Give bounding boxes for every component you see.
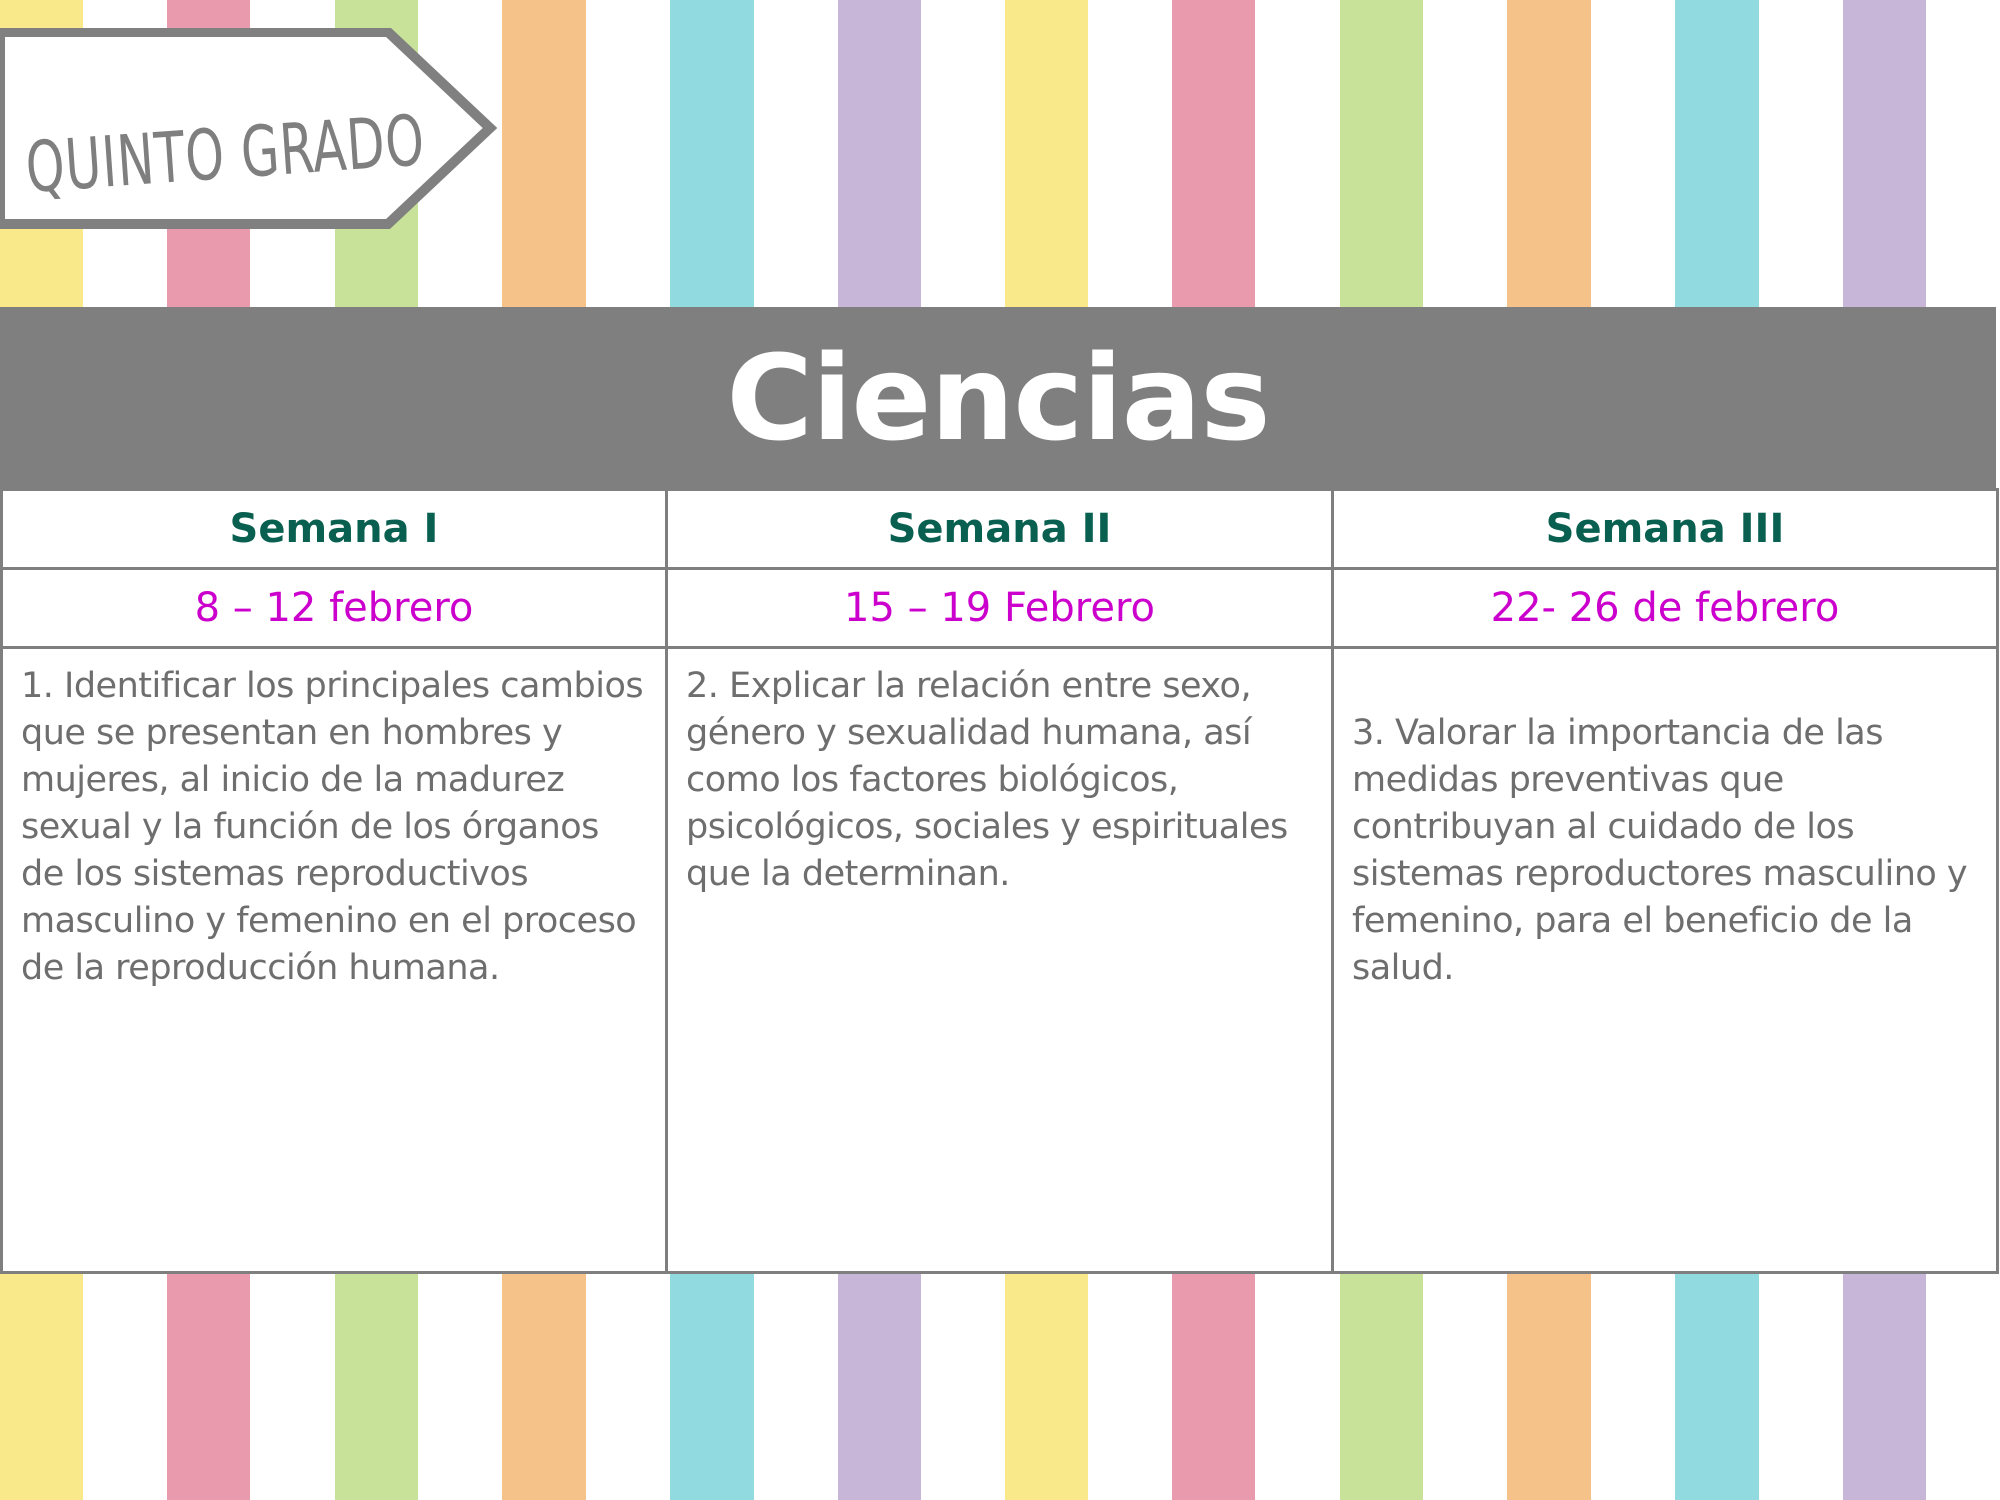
week-header-3: Semana III: [1333, 490, 1998, 569]
week-dates-3: 22- 26 de febrero: [1333, 569, 1998, 648]
objective-text-3: 3. Valorar la importancia de las medidas preventivas que contribuyan al cuidado de los sistemas reproductores masculino y femenino, para el beneficio de la salud.: [1352, 713, 1968, 988]
objective-cell-3: [1333, 648, 1998, 1273]
week-dates-1: 8 – 12 febrero: [2, 569, 667, 648]
week-header-2: Semana II: [667, 490, 1333, 569]
objective-cell-1: [2, 648, 667, 1273]
week-header-1: Semana I: [2, 490, 667, 569]
objective-text-2: 2. Explicar la relación entre sexo, género y sexualidad humana, así como los factores biológicos, psicológicos, sociales y espirituales que la determinan.: [686, 666, 1288, 894]
subject-title: Ciencias: [726, 328, 1270, 467]
grade-label: QUINTO GRADO: [23, 99, 428, 209]
week-header-row: [2, 490, 1998, 569]
objective-text-1: 1. Identificar los principales cambios que se presentan en hombres y mujeres, al inicio de la madurez sexual y la función de los órganos de los sistemas reproductivos masculino y femenino en el proceso de la reproducción humana.: [21, 666, 644, 988]
subject-title-bar: [0, 307, 1996, 488]
schedule-panel: [0, 307, 1996, 1282]
objectives-row: [2, 648, 1998, 1273]
week-dates-2: 15 – 19 Febrero: [667, 569, 1333, 648]
date-row: [2, 569, 1998, 648]
objective-cell-2: [667, 648, 1333, 1273]
weekly-schedule-table: [0, 488, 1999, 1274]
grade-badge: [0, 28, 498, 230]
